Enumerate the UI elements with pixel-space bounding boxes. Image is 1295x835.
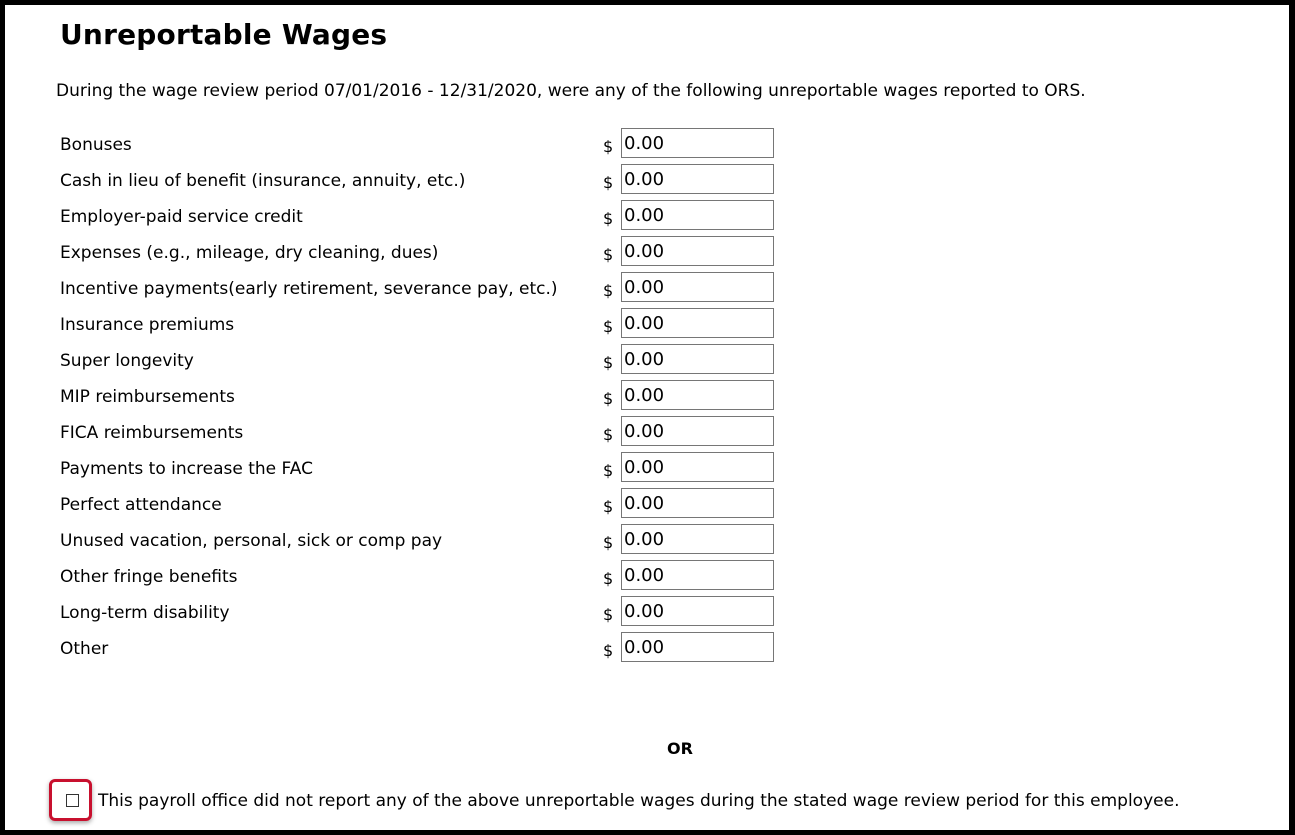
wage-label: Other fringe benefits: [60, 567, 238, 587]
dollar-sign: $: [603, 173, 614, 192]
unused-vacation-amount-input[interactable]: [621, 524, 774, 554]
dollar-sign: $: [603, 497, 614, 516]
wage-row-payments-to-increase-fac: [60, 452, 780, 488]
wage-row-incentive-payments: [60, 272, 780, 308]
wage-row-bonuses: [60, 128, 780, 164]
dollar-sign: $: [603, 641, 614, 660]
dollar-sign: $: [603, 245, 614, 264]
or-separator: OR: [667, 739, 693, 758]
wage-label: Perfect attendance: [60, 495, 222, 515]
wage-label: Bonuses: [60, 135, 132, 155]
perfect-attendance-amount-input[interactable]: [621, 488, 774, 518]
wage-row-employer-paid-service-credit: [60, 200, 780, 236]
page-frame: [5, 5, 1289, 830]
wage-row-long-term-disability: [60, 596, 780, 632]
dollar-sign: $: [603, 353, 614, 372]
bonuses-amount-input[interactable]: [621, 128, 774, 158]
dollar-sign: $: [603, 569, 614, 588]
insurance-premiums-amount-input[interactable]: [621, 308, 774, 338]
wage-label: Incentive payments(early retirement, severance pay, etc.): [60, 279, 558, 299]
payments-to-increase-fac-amount-input[interactable]: [621, 452, 774, 482]
dollar-sign: $: [603, 281, 614, 300]
wage-label: FICA reimbursements: [60, 423, 244, 443]
wage-label: Super longevity: [60, 351, 194, 371]
wage-rows: [60, 128, 780, 668]
wage-row-mip-reimbursements: [60, 380, 780, 416]
dollar-sign: $: [603, 317, 614, 336]
wage-label: Insurance premiums: [60, 315, 235, 335]
wage-label: Long-term disability: [60, 603, 230, 623]
employer-paid-service-credit-amount-input[interactable]: [621, 200, 774, 230]
other-fringe-benefits-amount-input[interactable]: [621, 560, 774, 590]
wage-row-other-fringe-benefits: [60, 560, 780, 596]
super-longevity-amount-input[interactable]: [621, 344, 774, 374]
long-term-disability-amount-input[interactable]: [621, 596, 774, 626]
dollar-sign: $: [603, 137, 614, 156]
dollar-sign: $: [603, 533, 614, 552]
page-title: Unreportable Wages: [60, 18, 388, 51]
dollar-sign: $: [603, 425, 614, 444]
wage-label: Cash in lieu of benefit (insurance, annuity, etc.): [60, 171, 466, 191]
dollar-sign: $: [603, 209, 614, 228]
fica-reimbursements-amount-input[interactable]: [621, 416, 774, 446]
wage-row-insurance-premiums: [60, 308, 780, 344]
wage-row-perfect-attendance: [60, 488, 780, 524]
wage-row-expenses: [60, 236, 780, 272]
wage-label: Other: [60, 639, 109, 659]
wage-label: MIP reimbursements: [60, 387, 235, 407]
wage-label: Unused vacation, personal, sick or comp pay: [60, 531, 443, 551]
wage-row-unused-vacation: [60, 524, 780, 560]
wage-row-other: [60, 632, 780, 668]
incentive-payments-amount-input[interactable]: [621, 272, 774, 302]
expenses-amount-input[interactable]: [621, 236, 774, 266]
wage-label: Expenses (e.g., mileage, dry cleaning, dues): [60, 243, 439, 263]
other-amount-input[interactable]: [621, 632, 774, 662]
intro-text: During the wage review period 07/01/2016 - 12/31/2020, were any of the following unreportable wages reported to ORS.: [56, 81, 1086, 101]
no-unreportable-wages-checkbox[interactable]: [66, 794, 79, 807]
wage-row-cash-in-lieu: [60, 164, 780, 200]
wage-label: Payments to increase the FAC: [60, 459, 313, 479]
wage-label: Employer-paid service credit: [60, 207, 303, 227]
cash-in-lieu-amount-input[interactable]: [621, 164, 774, 194]
dollar-sign: $: [603, 461, 614, 480]
wage-row-fica-reimbursements: [60, 416, 780, 452]
no-unreportable-wages-label[interactable]: This payroll office did not report any of the above unreportable wages during the stated wage review period for this employee.: [98, 791, 1180, 811]
dollar-sign: $: [603, 605, 614, 624]
wage-row-super-longevity: [60, 344, 780, 380]
dollar-sign: $: [603, 389, 614, 408]
mip-reimbursements-amount-input[interactable]: [621, 380, 774, 410]
